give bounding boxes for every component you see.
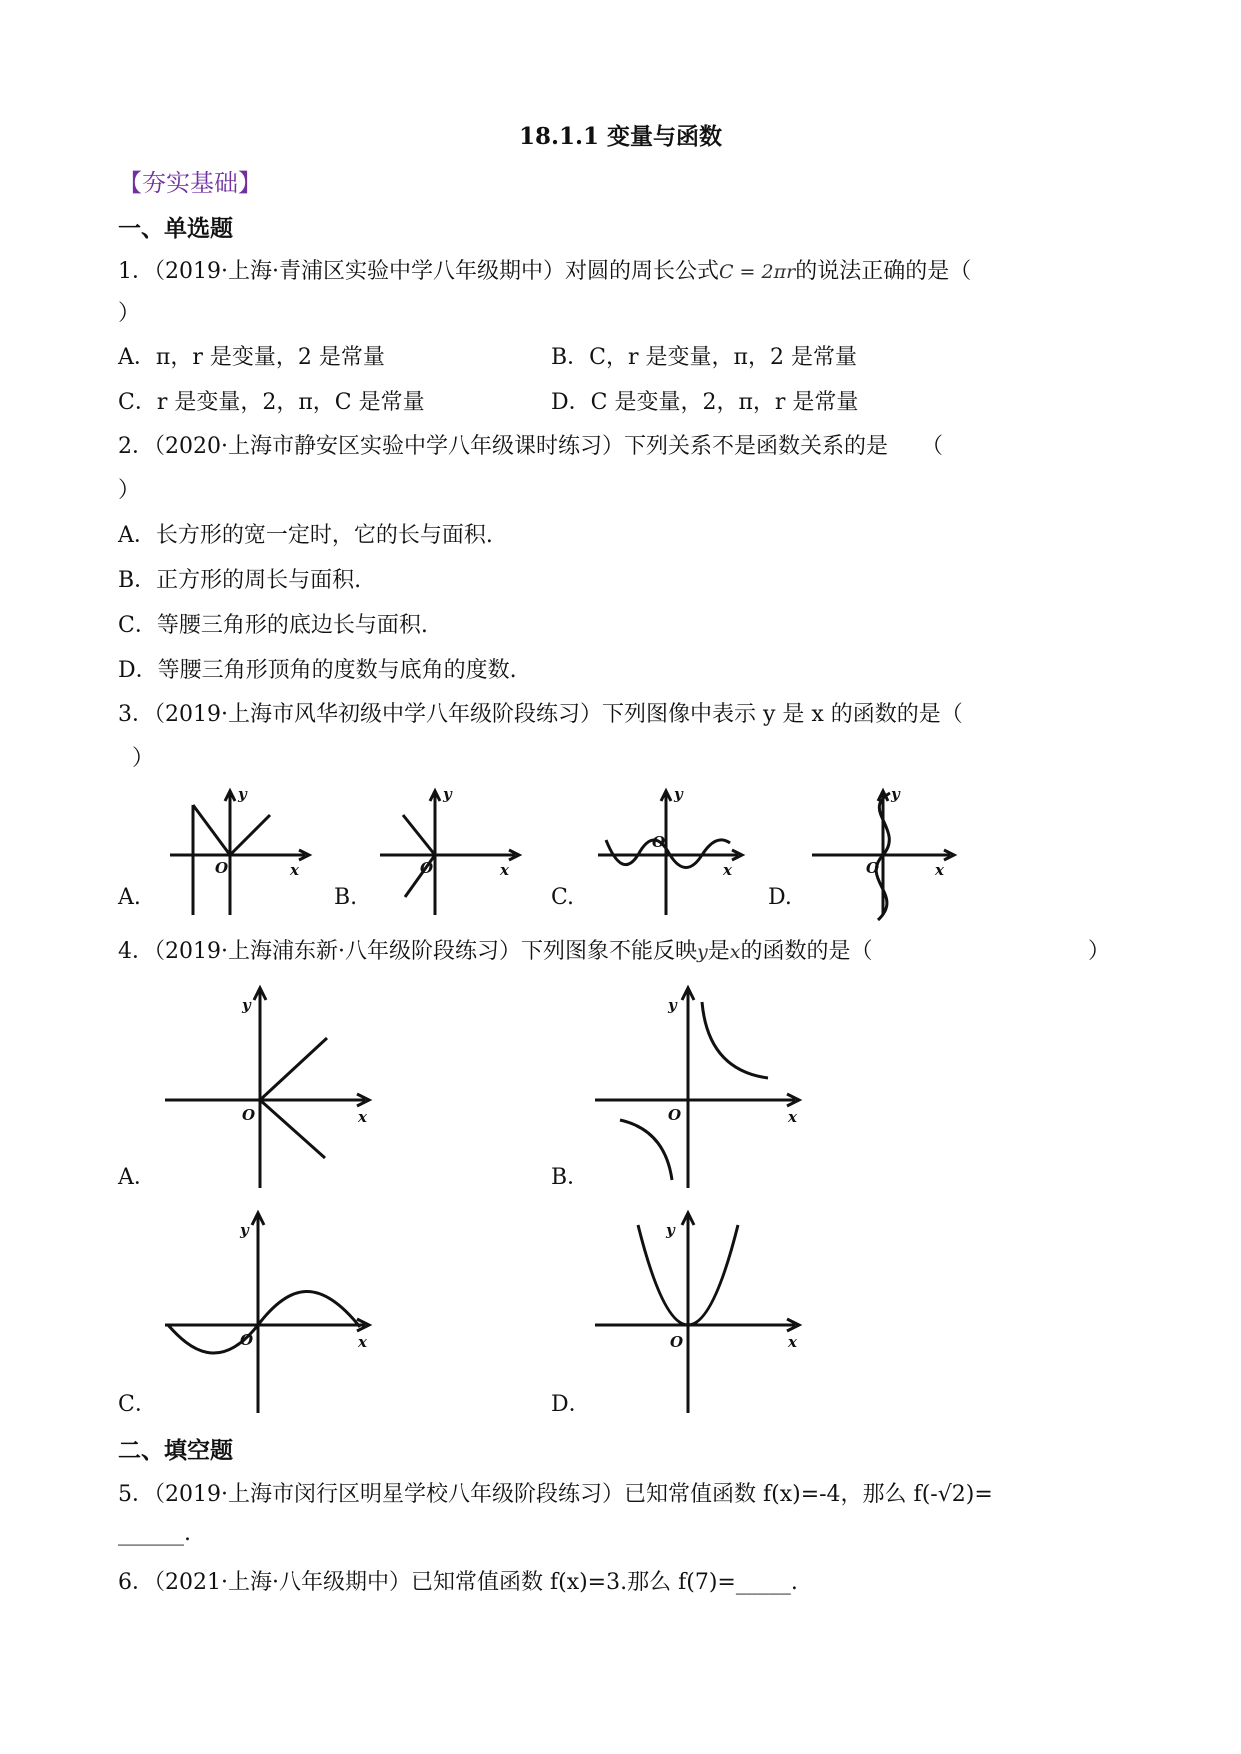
svg-text:y: y bbox=[674, 785, 683, 803]
radical-sqrt2: √2 bbox=[937, 1482, 966, 1507]
q4-graph-b bbox=[590, 980, 810, 1190]
svg-text:x: x bbox=[935, 861, 944, 879]
var-y: y bbox=[696, 941, 708, 963]
svg-text:y: y bbox=[891, 785, 900, 803]
svg-text:y: y bbox=[668, 996, 677, 1014]
question-1: 1．（2019·上海·青浦区实验中学八年级期中）对圆的周长公式C = 2πr的说法正确的是（ bbox=[118, 259, 972, 284]
heading-fill-blank: 二、填空题 bbox=[118, 1437, 233, 1464]
svg-text:O: O bbox=[420, 859, 434, 877]
q4-graph-c bbox=[160, 1205, 380, 1415]
svg-text:x: x bbox=[290, 861, 299, 879]
svg-text:x: x bbox=[788, 1333, 797, 1351]
question-5: 5．（2019·上海市闵行区明星学校八年级阶段练习）已知常值函数 f(x)=-4，那么 f(-√2)= bbox=[118, 1482, 993, 1507]
svg-text:x: x bbox=[500, 861, 509, 879]
svg-text:x: x bbox=[723, 861, 732, 879]
q3-label-a: A. bbox=[118, 885, 141, 910]
svg-text:O: O bbox=[652, 833, 666, 851]
q1-option-d: D．C 是变量，2，π，r 是常量 bbox=[551, 390, 859, 415]
question-3-close: ） bbox=[132, 746, 155, 771]
q3-label-b: B. bbox=[334, 885, 358, 910]
q4-label-b: B． bbox=[551, 1165, 590, 1190]
section-tag: 【夯实基础】 bbox=[118, 169, 262, 197]
question-6: 6．（2021·上海·八年级期中）已知常值函数 f(x)=3.那么 f(7)=_____. bbox=[118, 1570, 798, 1595]
q3-graph-b bbox=[375, 785, 525, 925]
q4-label-a: A． bbox=[118, 1165, 156, 1190]
q2-option-c: C．等腰三角形的底边长与面积. bbox=[118, 613, 428, 638]
svg-text:O: O bbox=[668, 1106, 682, 1124]
q3-graph-a bbox=[165, 785, 315, 925]
question-4-close: ） bbox=[1088, 939, 1111, 964]
q3-graph-c bbox=[598, 785, 748, 925]
q2-option-d: D．等腰三角形顶角的度数与底角的度数. bbox=[118, 658, 517, 683]
q3-label-c: C. bbox=[551, 885, 575, 910]
svg-text:y: y bbox=[242, 996, 251, 1014]
q4-graph-d bbox=[590, 1205, 810, 1415]
q4-label-c: C． bbox=[118, 1392, 157, 1417]
svg-text:O: O bbox=[866, 859, 880, 877]
svg-text:x: x bbox=[358, 1108, 367, 1126]
svg-text:O: O bbox=[215, 859, 229, 877]
q4-label-d: D． bbox=[551, 1392, 591, 1417]
heading-single-choice: 一、单选题 bbox=[118, 215, 233, 242]
svg-text:y: y bbox=[443, 785, 452, 803]
formula-circumference: C = 2πr bbox=[718, 261, 796, 283]
question-1-close: ） bbox=[118, 301, 141, 326]
q2-option-b: B．正方形的周长与面积. bbox=[118, 568, 362, 593]
question-2: 2．（2020·上海市静安区实验中学八年级课时练习）下列关系不是函数关系的是 （ bbox=[118, 434, 943, 459]
question-5-blank: ______. bbox=[118, 1521, 191, 1546]
svg-text:x: x bbox=[358, 1333, 367, 1351]
question-3: 3．（2019·上海市风华初级中学八年级阶段练习）下列图像中表示 y 是 x 的函数的是（ bbox=[118, 702, 963, 727]
q3-label-d: D. bbox=[768, 885, 792, 910]
q3-graph-d bbox=[810, 785, 960, 925]
q1-option-c: C．r 是变量，2，π，C 是常量 bbox=[118, 390, 425, 415]
q4-graph-a bbox=[160, 980, 380, 1190]
var-x: x bbox=[729, 941, 741, 963]
svg-text:y: y bbox=[238, 785, 247, 803]
svg-text:y: y bbox=[240, 1221, 249, 1239]
svg-text:O: O bbox=[670, 1333, 684, 1351]
page-title: 18.1.1 变量与函数 bbox=[518, 123, 723, 150]
svg-text:y: y bbox=[666, 1221, 675, 1239]
svg-text:x: x bbox=[788, 1108, 797, 1126]
svg-text:O: O bbox=[240, 1331, 254, 1349]
q1-option-b: B．C，r 是变量，π，2 是常量 bbox=[551, 345, 857, 370]
q1-option-a: A．π，r 是变量，2 是常量 bbox=[118, 345, 385, 370]
question-4: 4．（2019·上海浦东新·八年级阶段练习）下列图象不能反映y是x的函数的是（ bbox=[118, 939, 873, 964]
svg-text:O: O bbox=[242, 1106, 256, 1124]
question-2-close: ） bbox=[118, 478, 141, 503]
q2-option-a: A．长方形的宽一定时，它的长与面积. bbox=[118, 523, 493, 548]
